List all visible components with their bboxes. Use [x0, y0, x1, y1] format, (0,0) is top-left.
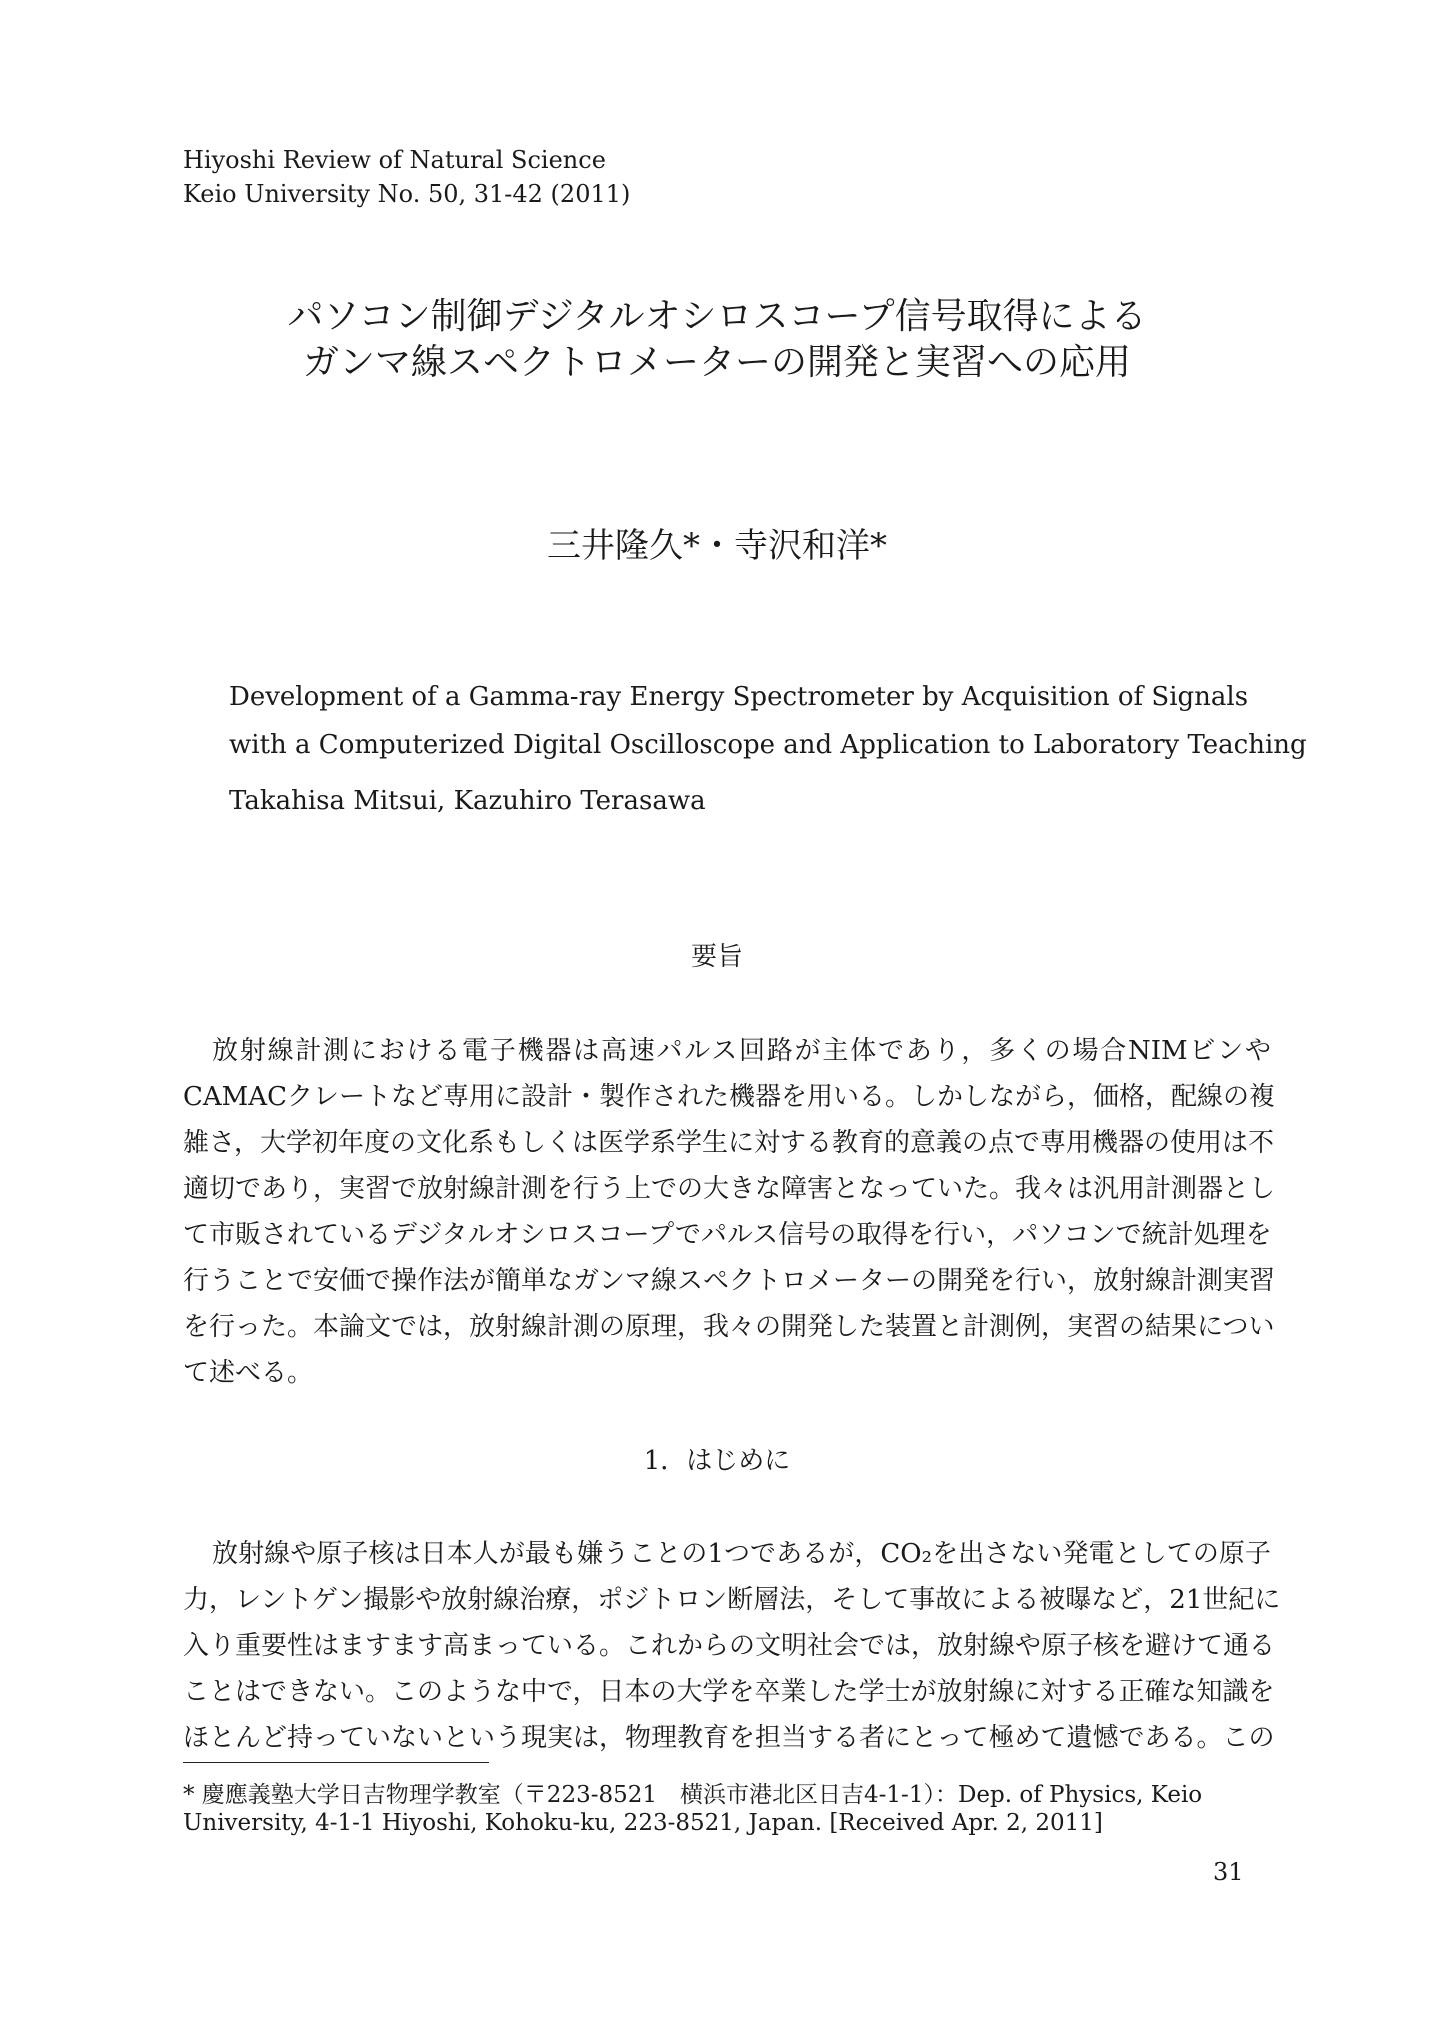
footnote-line-2: University, 4-1-1 Hiyoshi, Kohoku-ku, 223-8521, Japan. [Received Apr. 2, 2011] — [183, 1810, 1103, 1836]
abstract-line: 雑さ，大学初年度の文化系もしくは医学系学生に対する教育的意義の点で専用機器の使用は不 — [183, 1128, 1274, 1158]
footnote-rule — [183, 1762, 489, 1763]
title-en-line-2: with a Computerized Digital Oscilloscope and Application to Laboratory Teaching — [229, 730, 1307, 760]
body-line: ことはできない。このような中で，日本の大学を卒業した学士が放射線に対する正確な知識を — [183, 1677, 1275, 1707]
abstract-line: を行った。本論文では，放射線計測の原理，我々の開発した装置と計測例，実習の結果につい — [183, 1312, 1275, 1342]
abstract-line: 行うことで安価で操作法が簡単なガンマ線スペクトロメーターの開発を行い，放射線計測実習 — [183, 1266, 1276, 1296]
authors-en: Takahisa Mitsui, Kazuhiro Terasawa — [229, 786, 706, 816]
body-line: 放射線や原子核は日本人が最も嫌うことの1つであるが，CO₂を出さない発電としての原子 — [212, 1539, 1271, 1569]
journal-name: Hiyoshi Review of Natural Science — [183, 146, 606, 174]
abstract-line: 適切であり，実習で放射線計測を行う上での大きな障害となっていた。我々は汎用計測器とし — [183, 1174, 1276, 1204]
abstract-line: て市販されているデジタルオシロスコープでパルス信号の取得を行い，パソコンで統計処理を — [183, 1220, 1272, 1250]
title-en-line-1: Development of a Gamma-ray Energy Spectrometer by Acquisition of Signals — [229, 682, 1249, 712]
abstract-line: CAMACクレートなど専用に設計・製作された機器を用いる。しかしながら，価格，配線の複 — [183, 1082, 1275, 1112]
title-ja-line-1: パソコン制御デジタルオシロスコープ信号取得による — [287, 296, 1147, 337]
footnote-line-1: * 慶應義塾大学日吉物理学教室（〒223-8521 横浜市港北区日吉4-1-1）：Dep. of Physics, Keio — [183, 1782, 1203, 1808]
authors-ja: 三井隆久*・寺沢和洋* — [547, 526, 887, 566]
abstract-line: て述べる。 — [183, 1358, 314, 1388]
title-ja-line-2: ガンマ線スペクトロメーターの開発と実習への応用 — [302, 342, 1131, 383]
abstract-line: 放射線計測における電子機器は高速パルス回路が主体であり，多くの場合NIMビンや — [212, 1036, 1271, 1066]
body-line: ほとんど持っていないという現実は，物理教育を担当する者にとって極めて遺憾である。この — [183, 1723, 1275, 1753]
abstract-heading: 要旨 — [690, 942, 743, 972]
body-line: 入り重要性はますます高まっている。これからの文明社会では，放射線や原子核を避けて通る — [183, 1631, 1276, 1661]
section-heading: 1．はじめに — [643, 1446, 791, 1476]
journal-issue: Keio University No. 50, 31-42 (2011) — [183, 180, 631, 208]
page-number: 31 — [1213, 1858, 1244, 1886]
body-line: 力，レントゲン撮影や放射線治療，ポジトロン断層法，そして事故による被曝など，21世紀に — [183, 1585, 1281, 1615]
